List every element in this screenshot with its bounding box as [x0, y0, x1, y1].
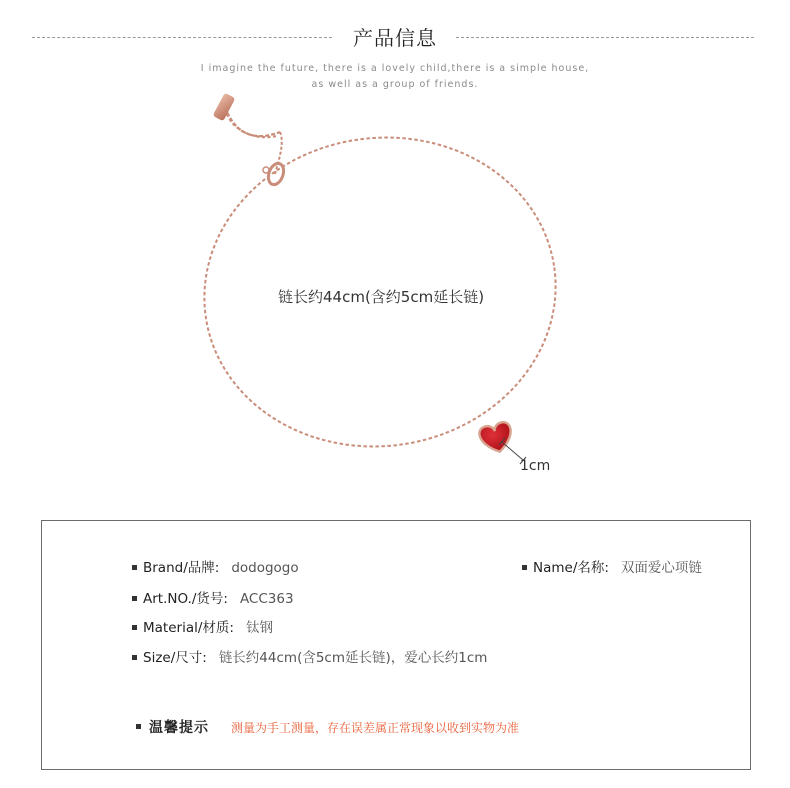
logo-tag — [213, 93, 236, 122]
header-subtitle-line1: I imagine the future, there is a lovely child,there is a simple house, — [200, 63, 590, 74]
name-value: 双面爱心项链 — [620, 560, 702, 576]
square-bullet-icon — [132, 565, 137, 570]
art-no-value: ACC363 — [239, 591, 294, 607]
header-subtitle-line2: as well as a group of friends. — [311, 79, 479, 90]
brand-row — [132, 556, 299, 576]
brand-label: Brand/品牌: — [143, 560, 220, 576]
name-row — [522, 556, 702, 576]
clasp-ring — [263, 167, 269, 173]
name-label: Name/名称: — [533, 560, 609, 576]
heart-size-label: 1cm — [520, 458, 551, 474]
material-label: Material/材质: — [143, 620, 234, 636]
brand-value: dodogogo — [231, 560, 299, 576]
square-bullet-icon — [132, 625, 137, 630]
section-title: 产品信息 — [353, 26, 437, 50]
square-bullet-icon — [522, 565, 527, 570]
square-bullet-icon — [132, 596, 137, 601]
material-value: 钛钢 — [245, 620, 273, 636]
header-divider-right — [456, 37, 754, 38]
art-no-row — [132, 587, 294, 607]
size-row — [132, 646, 487, 666]
extension-chain — [225, 107, 280, 136]
chain-length-label: 链长约44cm(含约5cm延长链) — [278, 288, 485, 306]
square-bullet-icon — [136, 724, 141, 729]
art-no-label: Art.NO./货号: — [143, 591, 228, 607]
extension-chain-links — [227, 114, 276, 137]
tip-row — [136, 717, 519, 737]
tip-label: 温馨提示 — [149, 720, 209, 736]
square-bullet-icon — [132, 655, 137, 660]
size-value: 链长约44cm(含5cm延长链)，爱心长约1cm — [218, 650, 488, 666]
clasp-chain — [275, 132, 282, 174]
section-header — [0, 0, 790, 100]
tip-text: 测量为手工测量，存在误差属正常现象以收到实物为准 — [231, 721, 520, 735]
size-label: Size/尺寸: — [143, 650, 207, 666]
heart-pendant — [478, 421, 515, 456]
product-info-box — [41, 520, 751, 770]
material-row — [132, 616, 273, 636]
